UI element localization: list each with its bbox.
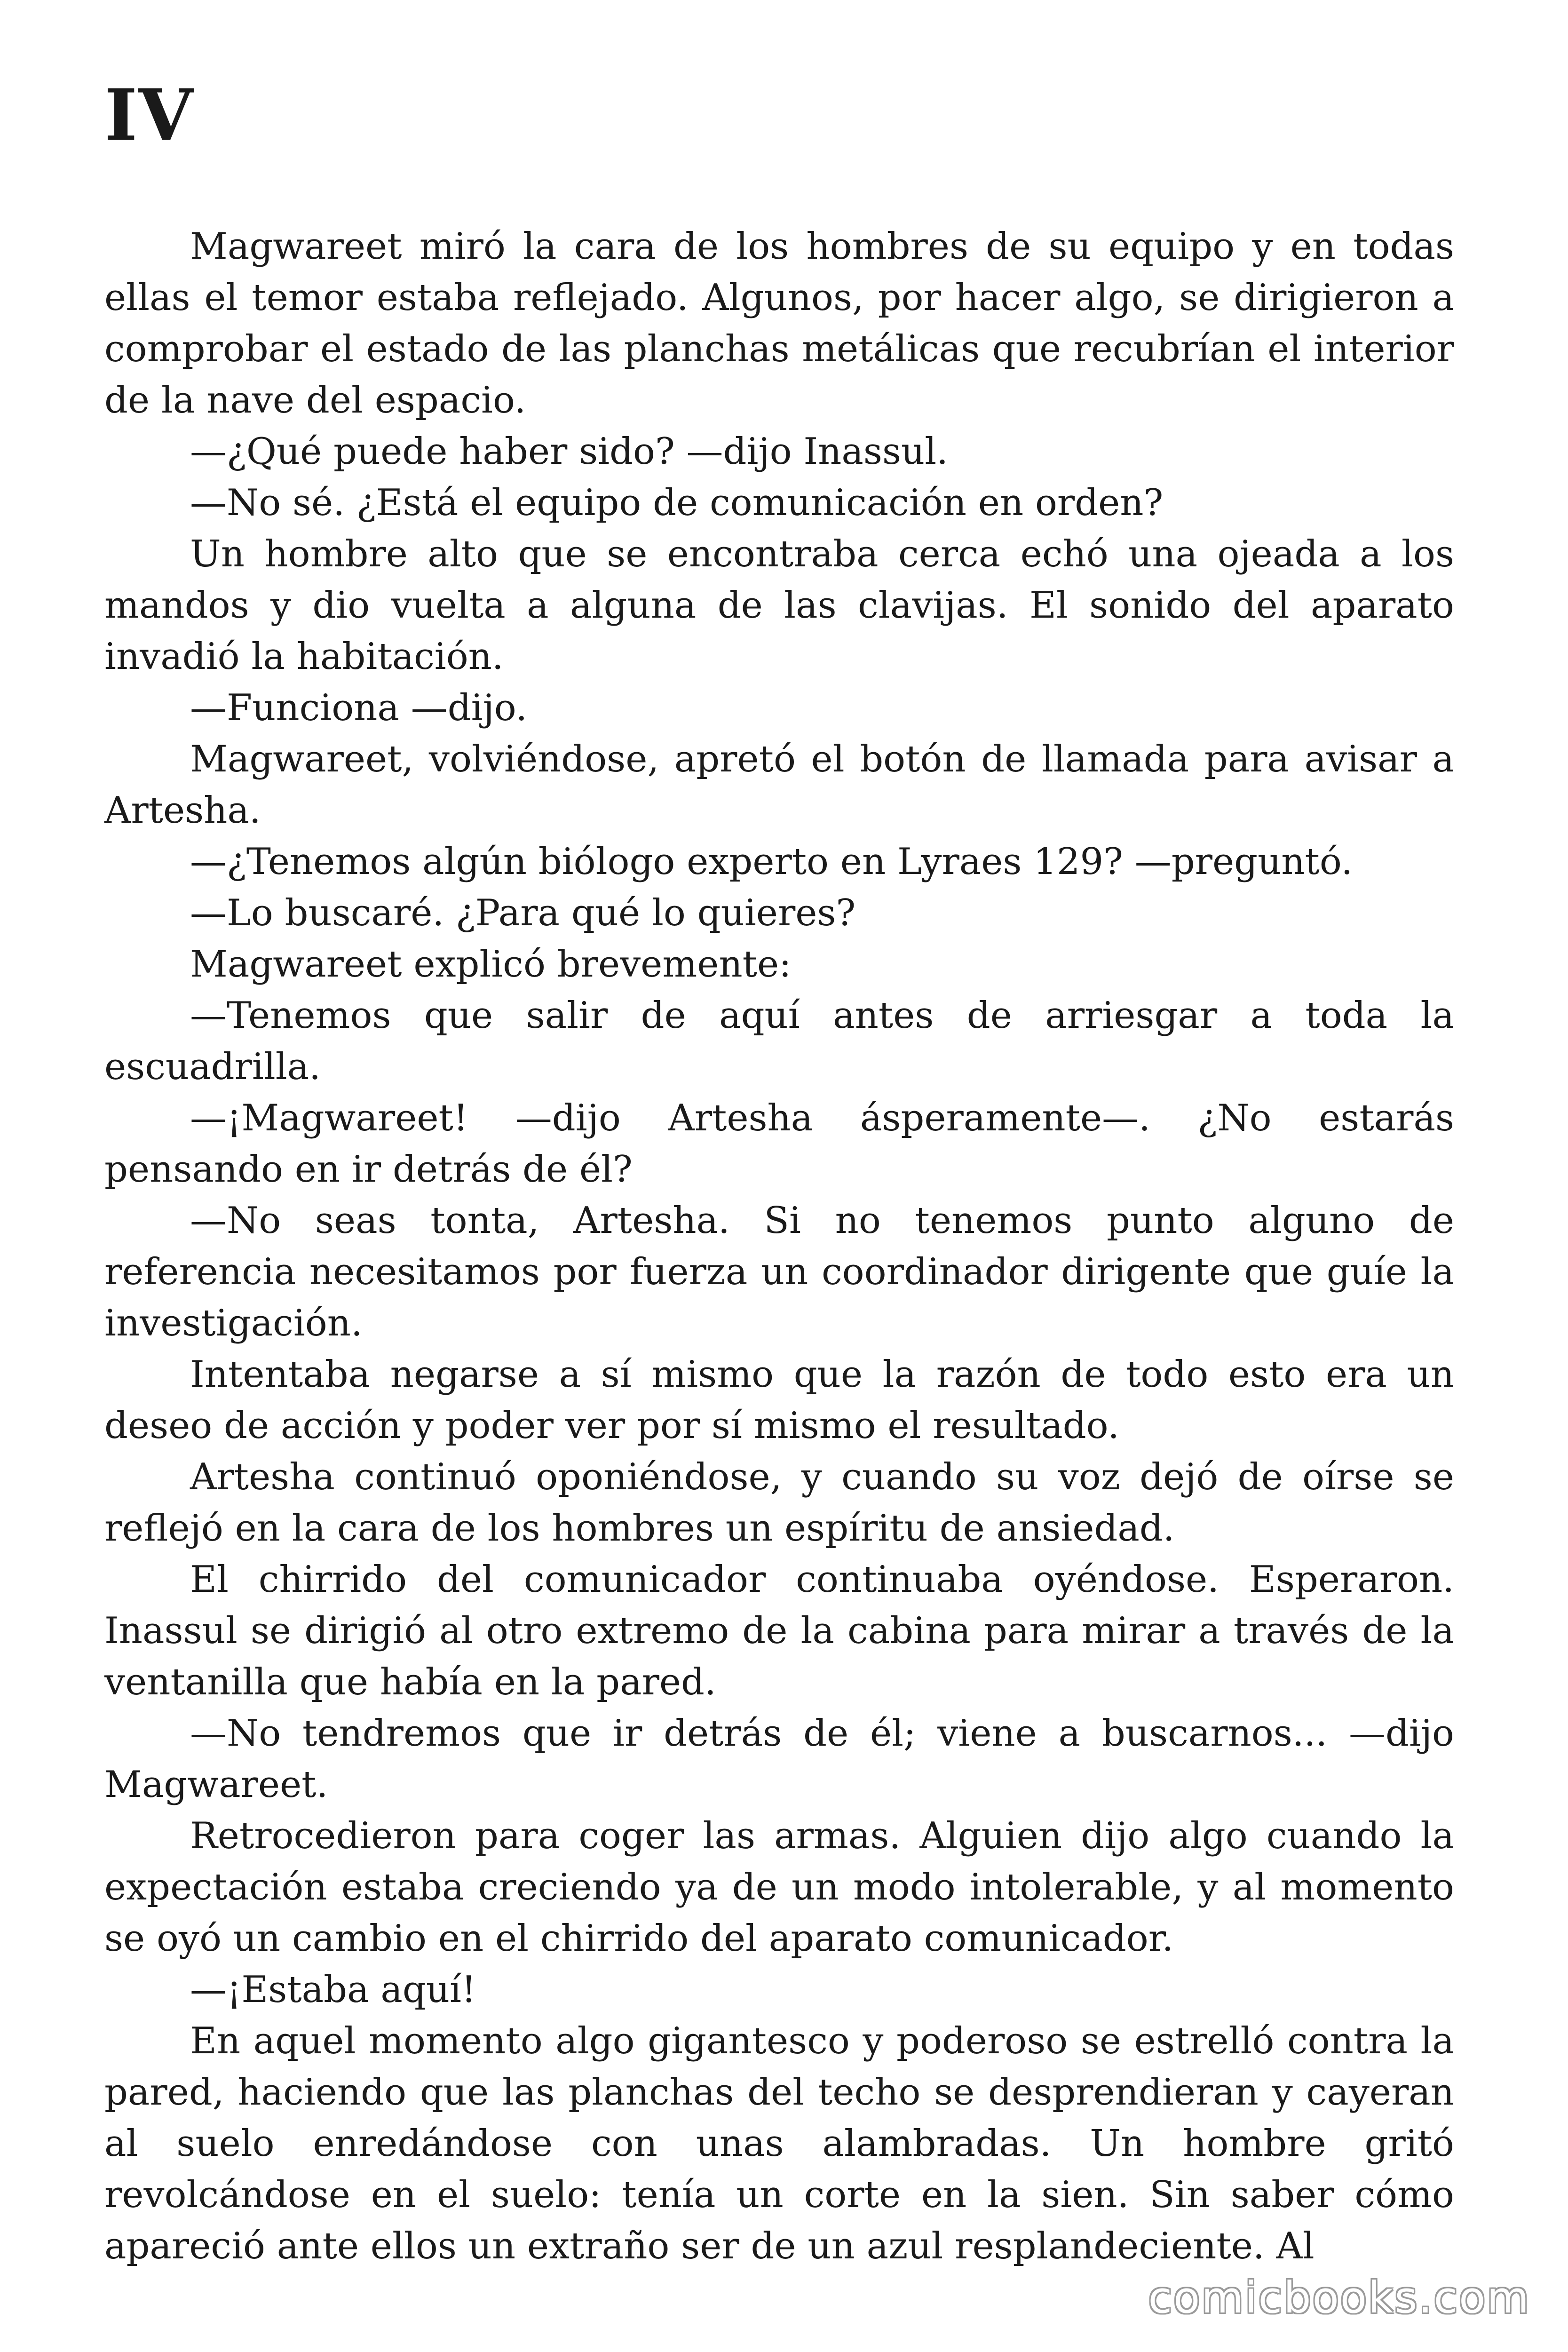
- paragraph: —No sé. ¿Está el equipo de comunicación en orden?: [190, 482, 1164, 524]
- chapter-body: [104, 221, 1454, 2272]
- paragraph: Magwareet explicó brevemente:: [190, 943, 792, 985]
- paragraph: —¡Magwareet! —dijo Artesha ásperamente—. ¿No estarás pensando en ir detrás de él?: [104, 1097, 1454, 1191]
- paragraph: Un hombre alto que se encontraba cerca echó una ojeada a los mandos y dio vuelta a alguna de las clavijas. El sonido del aparato invadió la habitación.: [104, 533, 1454, 678]
- paragraph: Intentaba negarse a sí mismo que la razón de todo esto era un deseo de acción y poder ver por sí mismo el resultado.: [104, 1353, 1454, 1447]
- paragraph: Magwareet miró la cara de los hombres de su equipo y en todas ellas el temor estaba reflejado. Algunos, por hacer algo, se dirigieron a comprobar el estado de las planchas metálicas que recubrían el interior de la nave del espacio.: [104, 225, 1454, 421]
- site-watermark: comicbooks.com: [1148, 2273, 1530, 2323]
- book-page: [104, 74, 1454, 2272]
- paragraph: En aquel momento algo gigantesco y poderoso se estrelló contra la pared, haciendo que las planchas del techo se desprendieran y cayeran al suelo enredándose con unas alambradas. Un hombre gritó revolcándose en el suelo: tenía un corte en la sien. Sin saber cómo apareció ante ellos un extraño ser de un azul resplandeciente. Al: [104, 2020, 1454, 2267]
- paragraph: —¿Tenemos algún biólogo experto en Lyraes 129? —preguntó.: [190, 841, 1353, 883]
- paragraph: Magwareet, volviéndose, apretó el botón de llamada para avisar a Artesha.: [104, 738, 1454, 832]
- paragraph: —Tenemos que salir de aquí antes de arriesgar a toda la escuadrilla.: [104, 994, 1454, 1088]
- chapter-title: IV: [104, 74, 194, 157]
- paragraph: Artesha continuó oponiéndose, y cuando su voz dejó de oírse se reflejó en la cara de los hombres un espíritu de ansiedad.: [104, 1456, 1454, 1549]
- paragraph: —¿Qué puede haber sido? —dijo Inassul.: [190, 430, 948, 473]
- paragraph: El chirrido del comunicador continuaba oyéndose. Esperaron. Inassul se dirigió al otro extremo de la cabina para mirar a través de la ventanilla que había en la pared.: [104, 1558, 1454, 1703]
- paragraph: —¡Estaba aquí!: [190, 1969, 476, 2011]
- paragraph: Retrocedieron para coger las armas. Alguien dijo algo cuando la expectación estaba creciendo ya de un modo intolerable, y al momento se oyó un cambio en el chirrido del aparato comunicador.: [104, 1815, 1454, 1960]
- paragraph: —No tendremos que ir detrás de él; viene a buscarnos... —dijo Magwareet.: [104, 1712, 1454, 1806]
- paragraph: —No seas tonta, Artesha. Si no tenemos punto alguno de referencia necesitamos por fuerza un coordinador dirigente que guíe la investigación.: [104, 1200, 1454, 1344]
- paragraph: —Funciona —dijo.: [190, 687, 528, 729]
- paragraph: —Lo buscaré. ¿Para qué lo quieres?: [190, 892, 856, 934]
